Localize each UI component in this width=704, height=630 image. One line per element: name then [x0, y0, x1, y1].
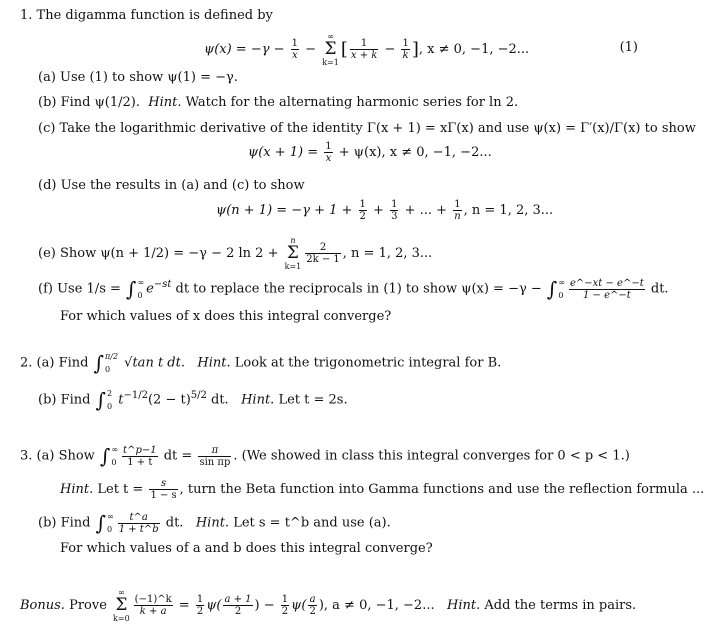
- part-1b: (b) Find ψ(1/2). Hint. Watch for the alternating harmonic series for ln 2.: [38, 95, 519, 110]
- part-3a: 3. (a) Show ∫ ∞ 0 $\frac{t\^{}p-1}{1 + t}$ dt = $\frac{\pi}{\text{sin πp}}$ . (We showed in class this integral converges for 0 < p < 1.): [20, 444, 630, 468]
- equation-d: ψ(n + 1) = −γ + 1 + $\frac{1}{2}$ + $\frac{1}{3}$ + ... + $\frac{1}{n}$ , n = 1, 2, 3...: [216, 199, 554, 222]
- equation-number: (1): [619, 40, 638, 55]
- part-3-hint: Hint. Let t = $\frac{s}{1 - s}$ , turn the Beta function into Gamma functions and use the reflection formula ...: [60, 478, 704, 501]
- part-1f-question: For which values of x does this integral converge?: [60, 309, 392, 324]
- part-1d: (d) Use the results in (a) and (c) to show: [38, 178, 305, 193]
- part-1e: (e) Show ψ(n + 1/2) = −γ − 2 ln 2 + n Σ k=1 $\frac{2}{2k - 1}$ , n = 1, 2, 3...: [38, 236, 433, 271]
- equation-c: ψ(x + 1) = $\frac{1}{x}$ + ψ(x), x ≠ 0, −1, −2...: [248, 141, 492, 164]
- part-1f: (f) Use 1/s = ∫ ∞ 0 $e^{-st}$ dt to replace the reciprocals in (1) to show ψ(x) = −γ − ∫ ∞ 0 $\frac{e\^{}-xt - e\^{}-t}{1 - e\^{}-t}$ dt.: [38, 277, 669, 301]
- part-2a: 2. (a) Find ∫ π/2 0 √tan t dt. Hint. Look at the trigonometric integral for B.: [20, 351, 502, 375]
- part-2b: (b) Find ∫ 2 0 $t^{-1/2}(2 - t)^{5/2}$ dt. Hint. Let t = 2s.: [38, 388, 348, 412]
- problem-1-intro: 1. The digamma function is defined by: [20, 8, 273, 23]
- part-1a: (a) Use (1) to show ψ(1) = −γ.: [38, 70, 238, 85]
- equation-1: ψ(x) = −γ − $\frac{1}{x}$ − ∞ Σ k=1 [ $\frac{1}{x + k}$ − $\frac{1}{k}$ ], x ≠ 0, −1, −2...: [204, 32, 530, 67]
- part-3b-question: For which values of a and b does this integral converge?: [60, 541, 433, 556]
- part-1c: (c) Take the logarithmic derivative of the identity Γ(x + 1) = xΓ(x) and use ψ(x) = Γ′(x)/Γ(x) to show: [38, 121, 696, 136]
- part-3b: (b) Find ∫ ∞ 0 $\frac{t\^{}a}{1 + t\^{}b}$ dt. Hint. Let s = t^b and use (a).: [38, 511, 391, 535]
- bonus-problem: Bonus. Prove ∞ Σ k=0 $\frac{(-1)\^{}k}{k + a}$ = $\frac{1}{2}$ ψ( $\frac{a + 1}{2}$ ) − $\frac{1}{2}$ ψ( $\frac{a}{2}$ ), a ≠ 0, −1, −2... Hint. Add the terms in pairs.: [20, 588, 637, 623]
- sum-operator: ∞ Σ k=1: [322, 32, 339, 67]
